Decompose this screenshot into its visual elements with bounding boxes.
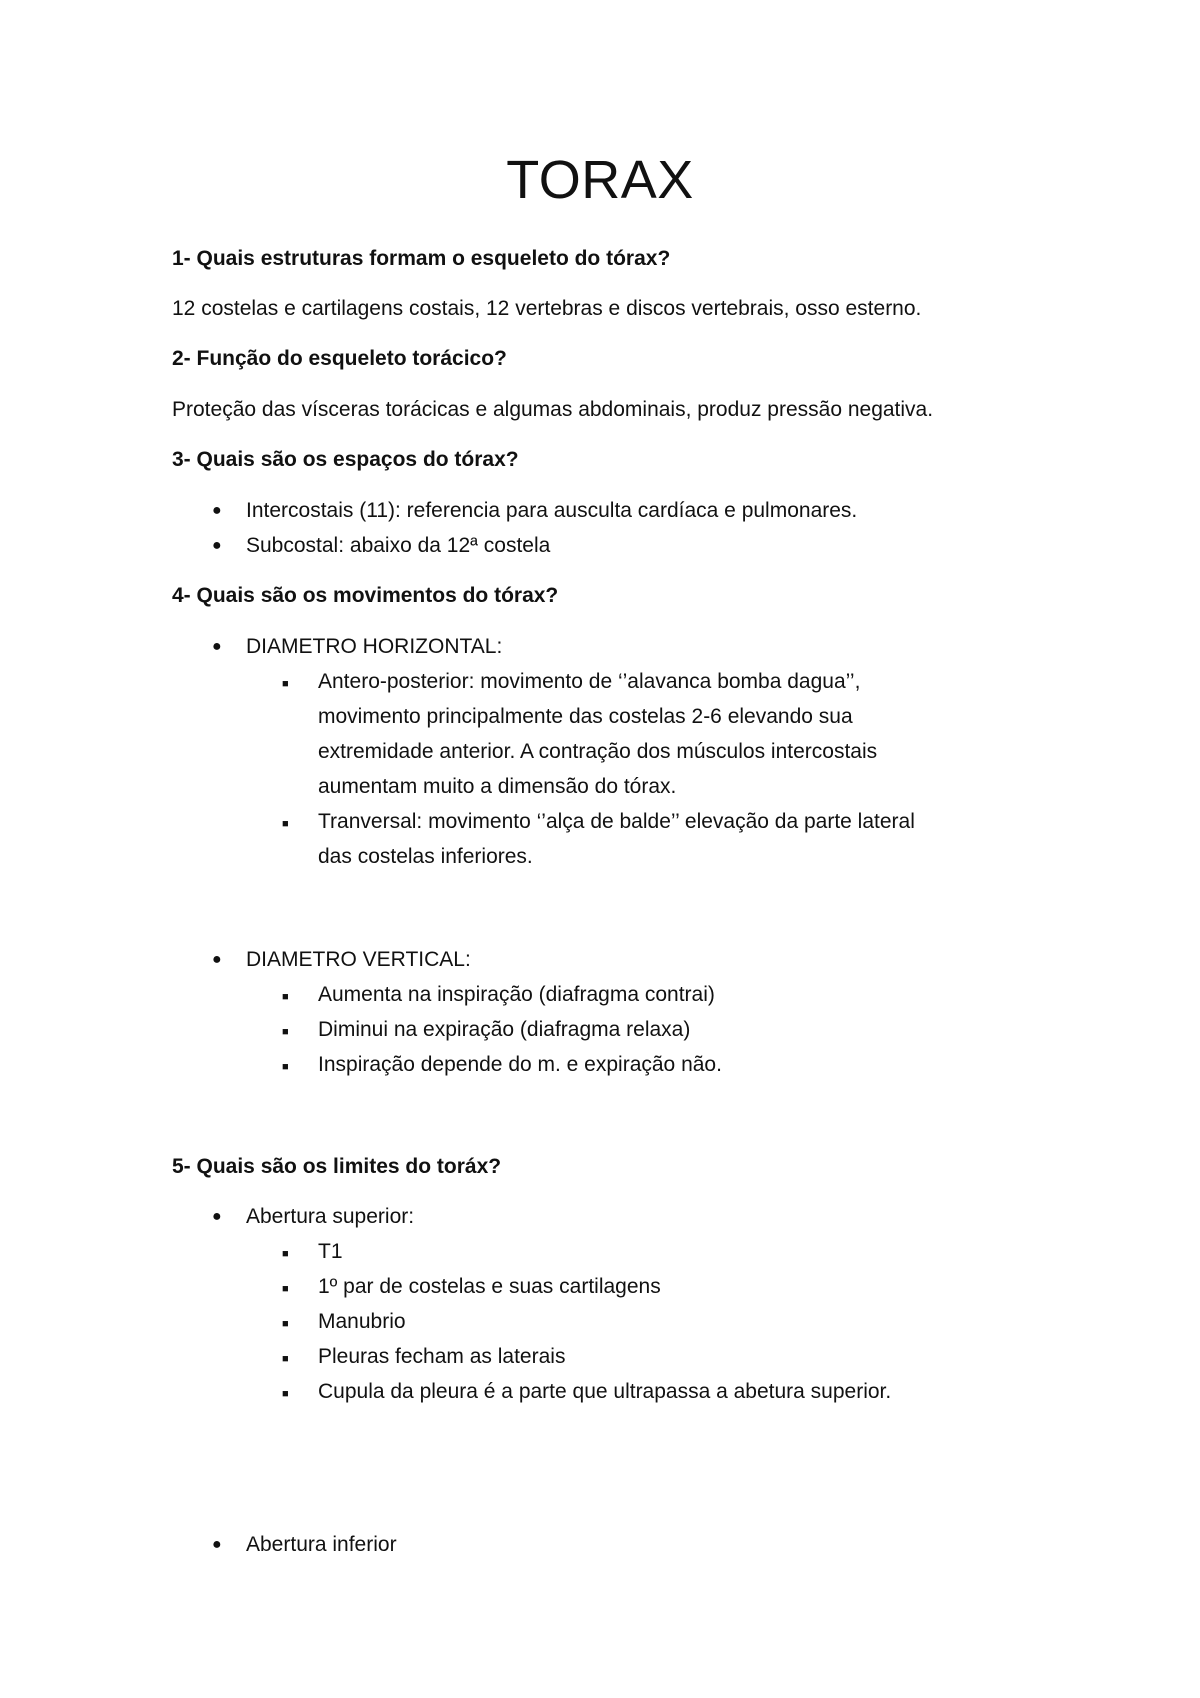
question-3: 3- Quais são os espaços do tórax? — [172, 448, 519, 471]
square-bullet-icon: ■ — [282, 1353, 289, 1365]
list-item-continuation: aumentam muito a dimensão do tórax. — [318, 775, 677, 798]
list-item-text: Subcostal: abaixo da 12ª costela — [246, 534, 551, 557]
sub-list-item — [282, 980, 715, 1010]
sub-list-item — [282, 1050, 722, 1080]
list-item-text: Inspiração depende do m. e expiração não. — [318, 1053, 722, 1076]
list-item-text: Cupula da pleura é a parte que ultrapassa a abetura superior. — [318, 1380, 892, 1403]
sub-list-item — [282, 1237, 343, 1267]
list-item-text: Tranversal: movimento ‘’alça de balde’’ elevação da parte lateral — [318, 810, 915, 833]
list-item-text: 1º par de costelas e suas cartilagens — [318, 1275, 661, 1298]
question-5: 5- Quais são os limites do toráx? — [172, 1155, 502, 1178]
list-item-text: Abertura inferior — [246, 1533, 397, 1556]
question-4: 4- Quais são os movimentos do tórax? — [172, 584, 559, 607]
square-bullet-icon: ■ — [282, 818, 289, 830]
question-2: 2- Função do esqueleto torácico? — [172, 347, 507, 370]
list-item-text: Diminui na expiração (diafragma relaxa) — [318, 1018, 691, 1041]
list-item — [212, 531, 551, 561]
list-item-continuation: extremidade anterior. A contração dos músculos intercostais — [318, 740, 878, 763]
sub-list-item — [282, 807, 915, 837]
list-item-text: Antero-posterior: movimento de ‘’alavanca bomba dagua’’, — [318, 670, 861, 693]
bullet-icon: ● — [212, 537, 222, 554]
sub-list-item — [282, 667, 861, 697]
list-item — [212, 1530, 397, 1560]
bullet-icon: ● — [212, 638, 222, 655]
list-item-text: DIAMETRO HORIZONTAL: — [246, 635, 503, 658]
square-bullet-icon: ■ — [282, 1061, 289, 1073]
square-bullet-icon: ■ — [282, 1248, 289, 1260]
list-item-text: Manubrio — [318, 1310, 406, 1333]
bullet-icon: ● — [212, 1208, 222, 1225]
sub-list-item — [282, 1015, 691, 1045]
sub-list-item — [282, 1307, 406, 1337]
bullet-icon: ● — [212, 1536, 222, 1553]
list-item-text: Intercostais (11): referencia para ausculta cardíaca e pulmonares. — [246, 499, 858, 522]
answer-2: Proteção das vísceras torácicas e algumas abdominais, produz pressão negativa. — [172, 398, 934, 421]
list-item — [212, 945, 471, 975]
square-bullet-icon: ■ — [282, 1026, 289, 1038]
list-item-text: Abertura superior: — [246, 1205, 415, 1228]
square-bullet-icon: ■ — [282, 991, 289, 1003]
list-item-continuation: das costelas inferiores. — [318, 845, 533, 868]
list-item — [212, 632, 503, 662]
list-item — [212, 1202, 415, 1232]
list-item-text: Aumenta na inspiração (diafragma contrai) — [318, 983, 715, 1006]
sub-list-item — [282, 1342, 566, 1372]
sub-list-item — [282, 1377, 892, 1407]
square-bullet-icon: ■ — [282, 678, 289, 690]
list-item — [212, 496, 858, 526]
answer-1: 12 costelas e cartilagens costais, 12 vertebras e discos vertebrais, osso esterno. — [172, 297, 922, 320]
list-item-text: T1 — [318, 1240, 343, 1263]
document-title: TORAX — [506, 150, 694, 210]
list-item-text: DIAMETRO VERTICAL: — [246, 948, 471, 971]
square-bullet-icon: ■ — [282, 1318, 289, 1330]
square-bullet-icon: ■ — [282, 1388, 289, 1400]
sub-list-item — [282, 1272, 661, 1302]
bullet-icon: ● — [212, 502, 222, 519]
square-bullet-icon: ■ — [282, 1283, 289, 1295]
list-item-text: Pleuras fecham as laterais — [318, 1345, 566, 1368]
list-item-continuation: movimento principalmente das costelas 2-6 elevando sua — [318, 705, 853, 728]
question-1: 1- Quais estruturas formam o esqueleto do tórax? — [172, 247, 671, 270]
bullet-icon: ● — [212, 951, 222, 968]
